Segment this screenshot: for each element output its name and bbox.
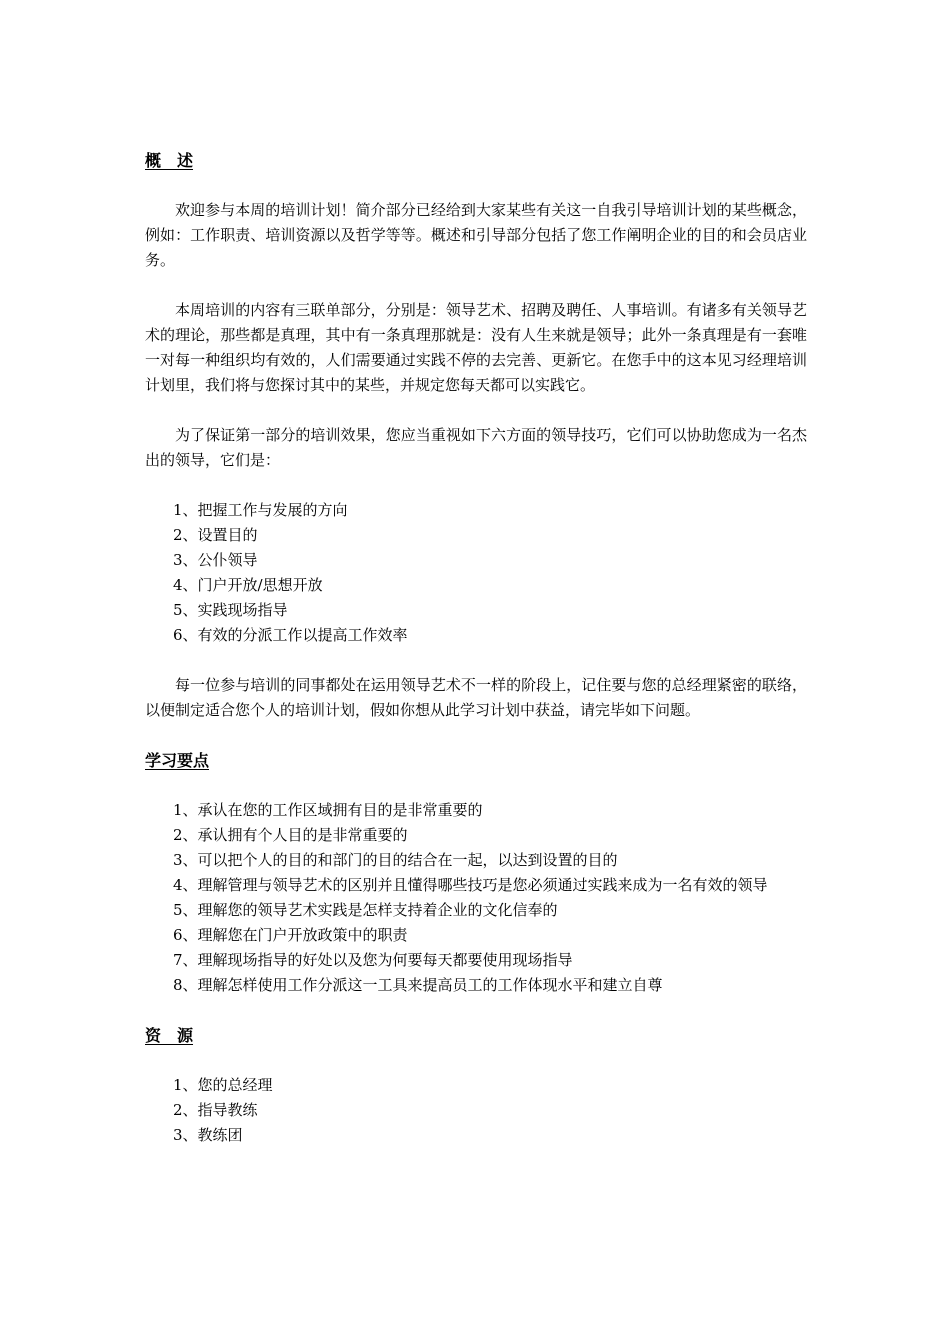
list-item: 5、实践现场指导 [173,601,288,619]
list-item: 4、门户开放/思想开放 [173,576,323,594]
list-item: 6、理解您在门户开放政策中的职责 [173,926,408,944]
spacer [145,473,807,498]
list-item: 8、理解怎样使用工作分派这一工具来提高员工的工作体现水平和建立自尊 [173,976,663,994]
list-item: 3、可以把个人的目的和部门的目的结合在一起，以达到设置的目的 [173,851,618,869]
spacer [145,1048,807,1073]
list-item: 3、教练团 [173,1126,243,1144]
spacer [145,773,807,798]
spacer [145,273,807,298]
list-item: 1、您的总经理 [173,1076,273,1094]
overview-heading: 概 述 [145,151,194,170]
list-item: 5、理解您的领导艺术实践是怎样支持着企业的文化信奉的 [173,901,558,919]
key-points-heading: 学习要点 [145,751,210,770]
list-item: 7、理解现场指导的好处以及您为何要每天都要使用现场指导 [173,951,573,969]
spacer [145,723,807,748]
key-points-list [145,798,807,998]
spacer [145,998,807,1023]
list-item: 6、有效的分派工作以提高工作效率 [173,626,408,644]
overview-content-paragraph: 本周培训的内容有三联单部分，分别是：领导艺术、招聘及聘任、人事培训。有诸多有关领导艺术的理论，那些都是真理，其中有一条真理那就是：没有人生来就是领导；此外一条真理是有一套唯一对每一种组织均有效的，人们需要通过实践不停的去完善、更新它。在您手中的这本见习经理培训计划里，我们将与您探讨其中的某些，并规定您每天都可以实践它。 [145,301,807,394]
list-item: 2、指导教练 [173,1101,258,1119]
overview-skills-intro-paragraph: 为了保证第一部分的培训效果，您应当重视如下六方面的领导技巧，它们可以协助您成为一名杰出的领导，它们是： [145,426,807,469]
leadership-skills-list [145,498,807,648]
list-item: 4、理解管理与领导艺术的区别并且懂得哪些技巧是您必须通过实践来成为一名有效的领导 [173,876,768,894]
spacer [145,648,807,673]
list-item: 2、设置目的 [173,526,258,544]
resources-list [145,1073,807,1148]
list-item: 1、承认在您的工作区域拥有目的是非常重要的 [173,801,483,819]
overview-closing-paragraph: 每一位参与培训的同事都处在运用领导艺术不一样的阶段上，记住要与您的总经理紧密的联络，以便制定适合您个人的培训计划，假如你想从此学习计划中获益，请完毕如下问题。 [145,676,807,719]
spacer [145,398,807,423]
list-item: 2、承认拥有个人目的是非常重要的 [173,826,408,844]
document-content [145,148,807,1148]
list-item: 3、公仆领导 [173,551,258,569]
overview-intro-paragraph: 欢迎参与本周的培训计划！简介部分已经给到大家某些有关这一自我引导培训计划的某些概念，例如：工作职责、培训资源以及哲学等等。概述和引导部分包括了您工作阐明企业的目的和会员店业务。 [145,201,807,269]
resources-heading: 资 源 [145,1026,194,1045]
spacer [145,173,807,198]
list-item: 1、把握工作与发展的方向 [173,501,348,519]
